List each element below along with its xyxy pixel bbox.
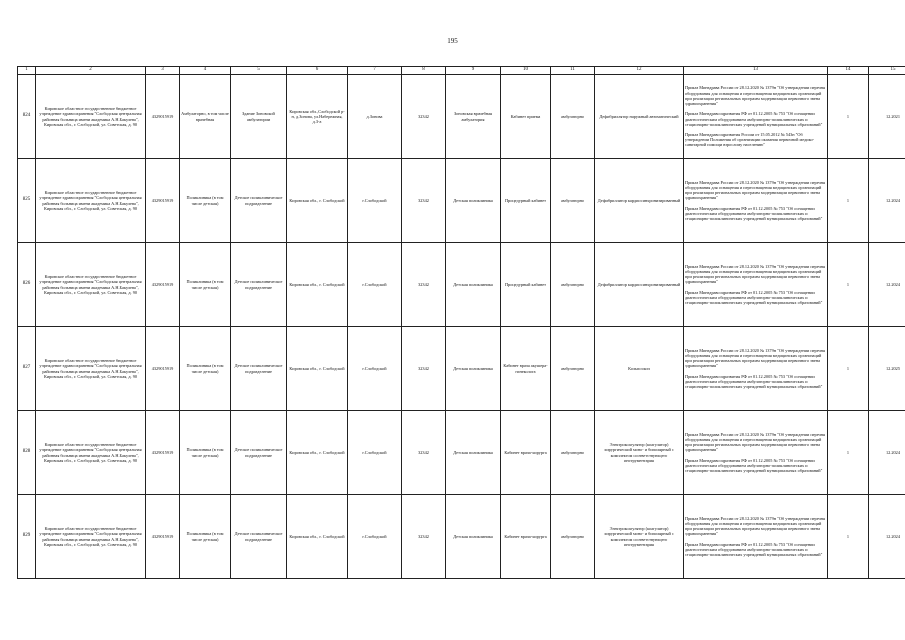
equipment-name: Кольпоскоп (595, 327, 684, 411)
room-name: Кабинет врача-хирурга (501, 495, 551, 579)
delivery-date: 12.2024 (869, 243, 905, 327)
equipment-name: Дефибриллятор кардиосинхронизированный (595, 243, 684, 327)
quantity: 1 (828, 243, 869, 327)
legal-act: Приказ Минздравсоцразвития РФ от 01.12.2005 № 753 "Об оснащении диагностическим оборудованием амбулаторно-поликлинических и стационарно-поликлинических учреждений муниципальных образований" (685, 373, 823, 390)
locality: г.Слободской (348, 327, 402, 411)
legal-act: Приказ Минздравсоцразвития РФ от 01.12.2005 № 753 "Об оснащении диагностическим оборудованием амбулаторно-поликлинических и стационарно-поликлинических учреждений муниципальных образований" (685, 289, 823, 306)
table-row (18, 327, 905, 411)
column-number: 1 (18, 67, 36, 75)
inn-code: 4329015919 (146, 411, 180, 495)
organization-name: Кировское областное государственное бюджетное учреждение здравоохранения "Слободская центральная районная больница имени академика А.Н.Бакулева", Кировская обл., г. Слободской, ул. Советская, д. 90 (36, 495, 146, 579)
equipment-register-table (17, 66, 905, 579)
okved-code: 32342 (402, 411, 446, 495)
building-address: Кировская обл., г. Слободской (287, 411, 348, 495)
inn-code: 4329015919 (146, 243, 180, 327)
legal-act: Приказ Минздравсоцразвития РФ от 01.12.2005 № 753 "Об оснащении диагностическим оборудованием амбулаторно-поликлинических и стационарно-поликлинических учреждений муниципальных образований" (685, 457, 823, 474)
row-number: 824 (18, 75, 36, 159)
column-number: 9 (446, 67, 501, 75)
okved-code: 32342 (402, 159, 446, 243)
unit-name: Детская поликлиника (446, 243, 501, 327)
locality: г.Слободской (348, 243, 402, 327)
care-mode: амбулаторно (551, 411, 595, 495)
locality: г.Слободской (348, 411, 402, 495)
equipment-name: Электрокоагулятор (коагулятор) хирургический моно- и биполярный с комплектом соответствующего инструментария (595, 495, 684, 579)
care-type: Поликлиника (в том числе детская) (180, 159, 231, 243)
organization-name: Кировское областное государственное бюджетное учреждение здравоохранения "Слободская центральная районная больница имени академика А.Н.Бакулева", Кировская обл., г. Слободской, ул. Советская, д. 90 (36, 411, 146, 495)
building-name: Детское поликлиническое подразделение (231, 327, 287, 411)
care-type: Поликлиника (в том числе детская) (180, 327, 231, 411)
care-type: Амбулаторно, в том числе врачебная (180, 75, 231, 159)
delivery-date: 12.2024 (869, 495, 905, 579)
delivery-date: 12.2021 (869, 75, 905, 159)
page-number: 195 (447, 37, 458, 45)
unit-name: Детская поликлиника (446, 495, 501, 579)
column-number: 6 (287, 67, 348, 75)
unit-name: Зоновская врачебная амбулатория (446, 75, 501, 159)
row-number: 826 (18, 243, 36, 327)
building-name: Детское поликлиническое подразделение (231, 411, 287, 495)
column-number: 15 (869, 67, 905, 75)
quantity: 1 (828, 159, 869, 243)
quantity: 1 (828, 75, 869, 159)
column-number: 7 (348, 67, 402, 75)
locality: г.Слободской (348, 495, 402, 579)
unit-name: Детская поликлиника (446, 327, 501, 411)
legal-acts (684, 159, 828, 243)
unit-name: Детская поликлиника (446, 159, 501, 243)
quantity: 1 (828, 327, 869, 411)
room-name: Кабинет врача акушера-гинеколога (501, 327, 551, 411)
legal-act: Приказ Минздравсоцразвития РФ от 01.12.2005 № 753 "Об оснащении диагностическим оборудованием амбулаторно-поликлинических и стационарно-поликлинических учреждений муниципальных образований" (685, 541, 823, 558)
care-mode: амбулаторно (551, 327, 595, 411)
locality: г.Слободской (348, 159, 402, 243)
legal-act: Приказ Минздрава России от 28.12.2020 № 1379н "Об утверждении перечня оборудования для оснащения и переоснащения медицинских организаций при реализации региональных программ модернизации первичного звена здравоохранения" (685, 85, 825, 107)
row-number: 829 (18, 495, 36, 579)
row-number: 827 (18, 327, 36, 411)
inn-code: 4329015919 (146, 495, 180, 579)
column-number: 8 (402, 67, 446, 75)
legal-act: Приказ Минздрава России от 28.12.2020 № 1379н "Об утверждении перечня оборудования для оснащения и переоснащения медицинских организаций при реализации региональных программ модернизации первичного звена здравоохранения" (685, 347, 825, 369)
building-address: Кировская обл., г. Слободской (287, 495, 348, 579)
legal-acts (684, 411, 828, 495)
legal-acts (684, 75, 828, 159)
building-name: Детское поликлиническое подразделение (231, 495, 287, 579)
okved-code: 32342 (402, 495, 446, 579)
table-row (18, 495, 905, 579)
column-number: 11 (551, 67, 595, 75)
legal-act: Приказ Минздравсоцразвития России от 15.05.2012 № 543н "Об утверждении Положения об организации оказания первичной медико-санитарной помощи взрослому населению" (685, 131, 815, 148)
column-number: 3 (146, 67, 180, 75)
legal-act: Приказ Минздрава России от 28.12.2020 № 1379н "Об утверждении перечня оборудования для оснащения и переоснащения медицинских организаций при реализации региональных программ модернизации первичного звена здравоохранения" (685, 431, 825, 453)
legal-act: Приказ Минздрава России от 28.12.2020 № 1379н "Об утверждении перечня оборудования для оснащения и переоснащения медицинских организаций при реализации региональных программ модернизации первичного звена здравоохранения" (685, 179, 825, 201)
row-number: 828 (18, 411, 36, 495)
column-number: 5 (231, 67, 287, 75)
inn-code: 4329015919 (146, 159, 180, 243)
legal-act: Приказ Минздравсоцразвития РФ от 01.12.2005 № 753 "Об оснащении диагностическим оборудованием амбулаторно-поликлинических и стационарно-поликлинических учреждений муниципальных образований" (685, 205, 823, 222)
column-number: 12 (595, 67, 684, 75)
care-type: Поликлиника (в том числе детская) (180, 495, 231, 579)
building-name: Детское поликлиническое подразделение (231, 243, 287, 327)
building-name: Детское поликлиническое подразделение (231, 159, 287, 243)
organization-name: Кировское областное государственное бюджетное учреждение здравоохранения "Слободская центральная районная больница имени академика А.Н.Бакулева", Кировская обл., г. Слободской, ул. Советская, д. 90 (36, 159, 146, 243)
building-address: Кировская обл., г. Слободской (287, 243, 348, 327)
column-number: 2 (36, 67, 146, 75)
room-name: Процедурный кабинет (501, 243, 551, 327)
inn-code: 4329015919 (146, 75, 180, 159)
row-number: 825 (18, 159, 36, 243)
equipment-name: Дефибриллятор наружный автоматический (595, 75, 684, 159)
delivery-date: 12.2025 (869, 327, 905, 411)
equipment-name: Электрокоагулятор (коагулятор) хирургический моно- и биполярный с комплектом соответствующего инструментария (595, 411, 684, 495)
room-name: Кабинет приема (501, 75, 551, 159)
delivery-date: 12.2024 (869, 159, 905, 243)
inn-code: 4329015919 (146, 327, 180, 411)
okved-code: 32342 (402, 75, 446, 159)
table-row (18, 243, 905, 327)
building-address: Кировская обл., г. Слободской (287, 159, 348, 243)
unit-name: Детская поликлиника (446, 411, 501, 495)
legal-act: Приказ Минздрава России от 28.12.2020 № 1379н "Об утверждении перечня оборудования для оснащения и переоснащения медицинских организаций при реализации региональных программ модернизации первичного звена здравоохранения" (685, 515, 825, 537)
okved-code: 32342 (402, 243, 446, 327)
building-address: Кировская обл.,Слободской р-н, д.Зонова, ул.Набережная, д.3-а (287, 75, 348, 159)
legal-acts (684, 327, 828, 411)
care-mode: амбулаторно (551, 159, 595, 243)
building-address: Кировская обл., г. Слободской (287, 327, 348, 411)
organization-name: Кировское областное государственное бюджетное учреждение здравоохранения "Слободская центральная районная больница имени академика А.Н.Бакулева", Кировская обл., г. Слободской, ул. Советская, д. 90 (36, 75, 146, 159)
quantity: 1 (828, 411, 869, 495)
delivery-date: 12.2024 (869, 411, 905, 495)
okved-code: 32342 (402, 327, 446, 411)
table-row (18, 411, 905, 495)
room-name: Процедурный кабинет (501, 159, 551, 243)
column-number-row (18, 67, 905, 75)
table-row (18, 75, 905, 159)
care-type: Поликлиника (в том числе детская) (180, 411, 231, 495)
column-number: 13 (684, 67, 828, 75)
table-row (18, 159, 905, 243)
legal-act: Приказ Минздравсоцразвития РФ от 01.12.2005 № 753 "Об оснащении диагностическим оборудованием амбулаторно-поликлинических и стационарно-поликлинических учреждений муниципальных образований" (685, 111, 823, 127)
organization-name: Кировское областное государственное бюджетное учреждение здравоохранения "Слободская центральная районная больница имени академика А.Н.Бакулева", Кировская обл., г. Слободской, ул. Советская, д. 90 (36, 243, 146, 327)
column-number: 4 (180, 67, 231, 75)
quantity: 1 (828, 495, 869, 579)
legal-act: Приказ Минздрава России от 28.12.2020 № 1379н "Об утверждении перечня оборудования для оснащения и переоснащения медицинских организаций при реализации региональных программ модернизации первичного звена здравоохранения" (685, 263, 825, 285)
legal-acts (684, 495, 828, 579)
care-mode: амбулаторно (551, 243, 595, 327)
equipment-name: Дефибриллятор кардиосинхронизированный (595, 159, 684, 243)
column-number: 14 (828, 67, 869, 75)
legal-acts (684, 243, 828, 327)
room-name: Кабинет врача-хирурга (501, 411, 551, 495)
care-type: Поликлиника (в том числе детская) (180, 243, 231, 327)
care-mode: амбулаторно (551, 495, 595, 579)
care-mode: амбулаторно (551, 75, 595, 159)
locality: д.Зонова (348, 75, 402, 159)
organization-name: Кировское областное государственное бюджетное учреждение здравоохранения "Слободская центральная районная больница имени академика А.Н.Бакулева", Кировская обл., г. Слободской, ул. Советская, д. 90 (36, 327, 146, 411)
column-number: 10 (501, 67, 551, 75)
building-name: Здание Зоновской амбулатории (231, 75, 287, 159)
